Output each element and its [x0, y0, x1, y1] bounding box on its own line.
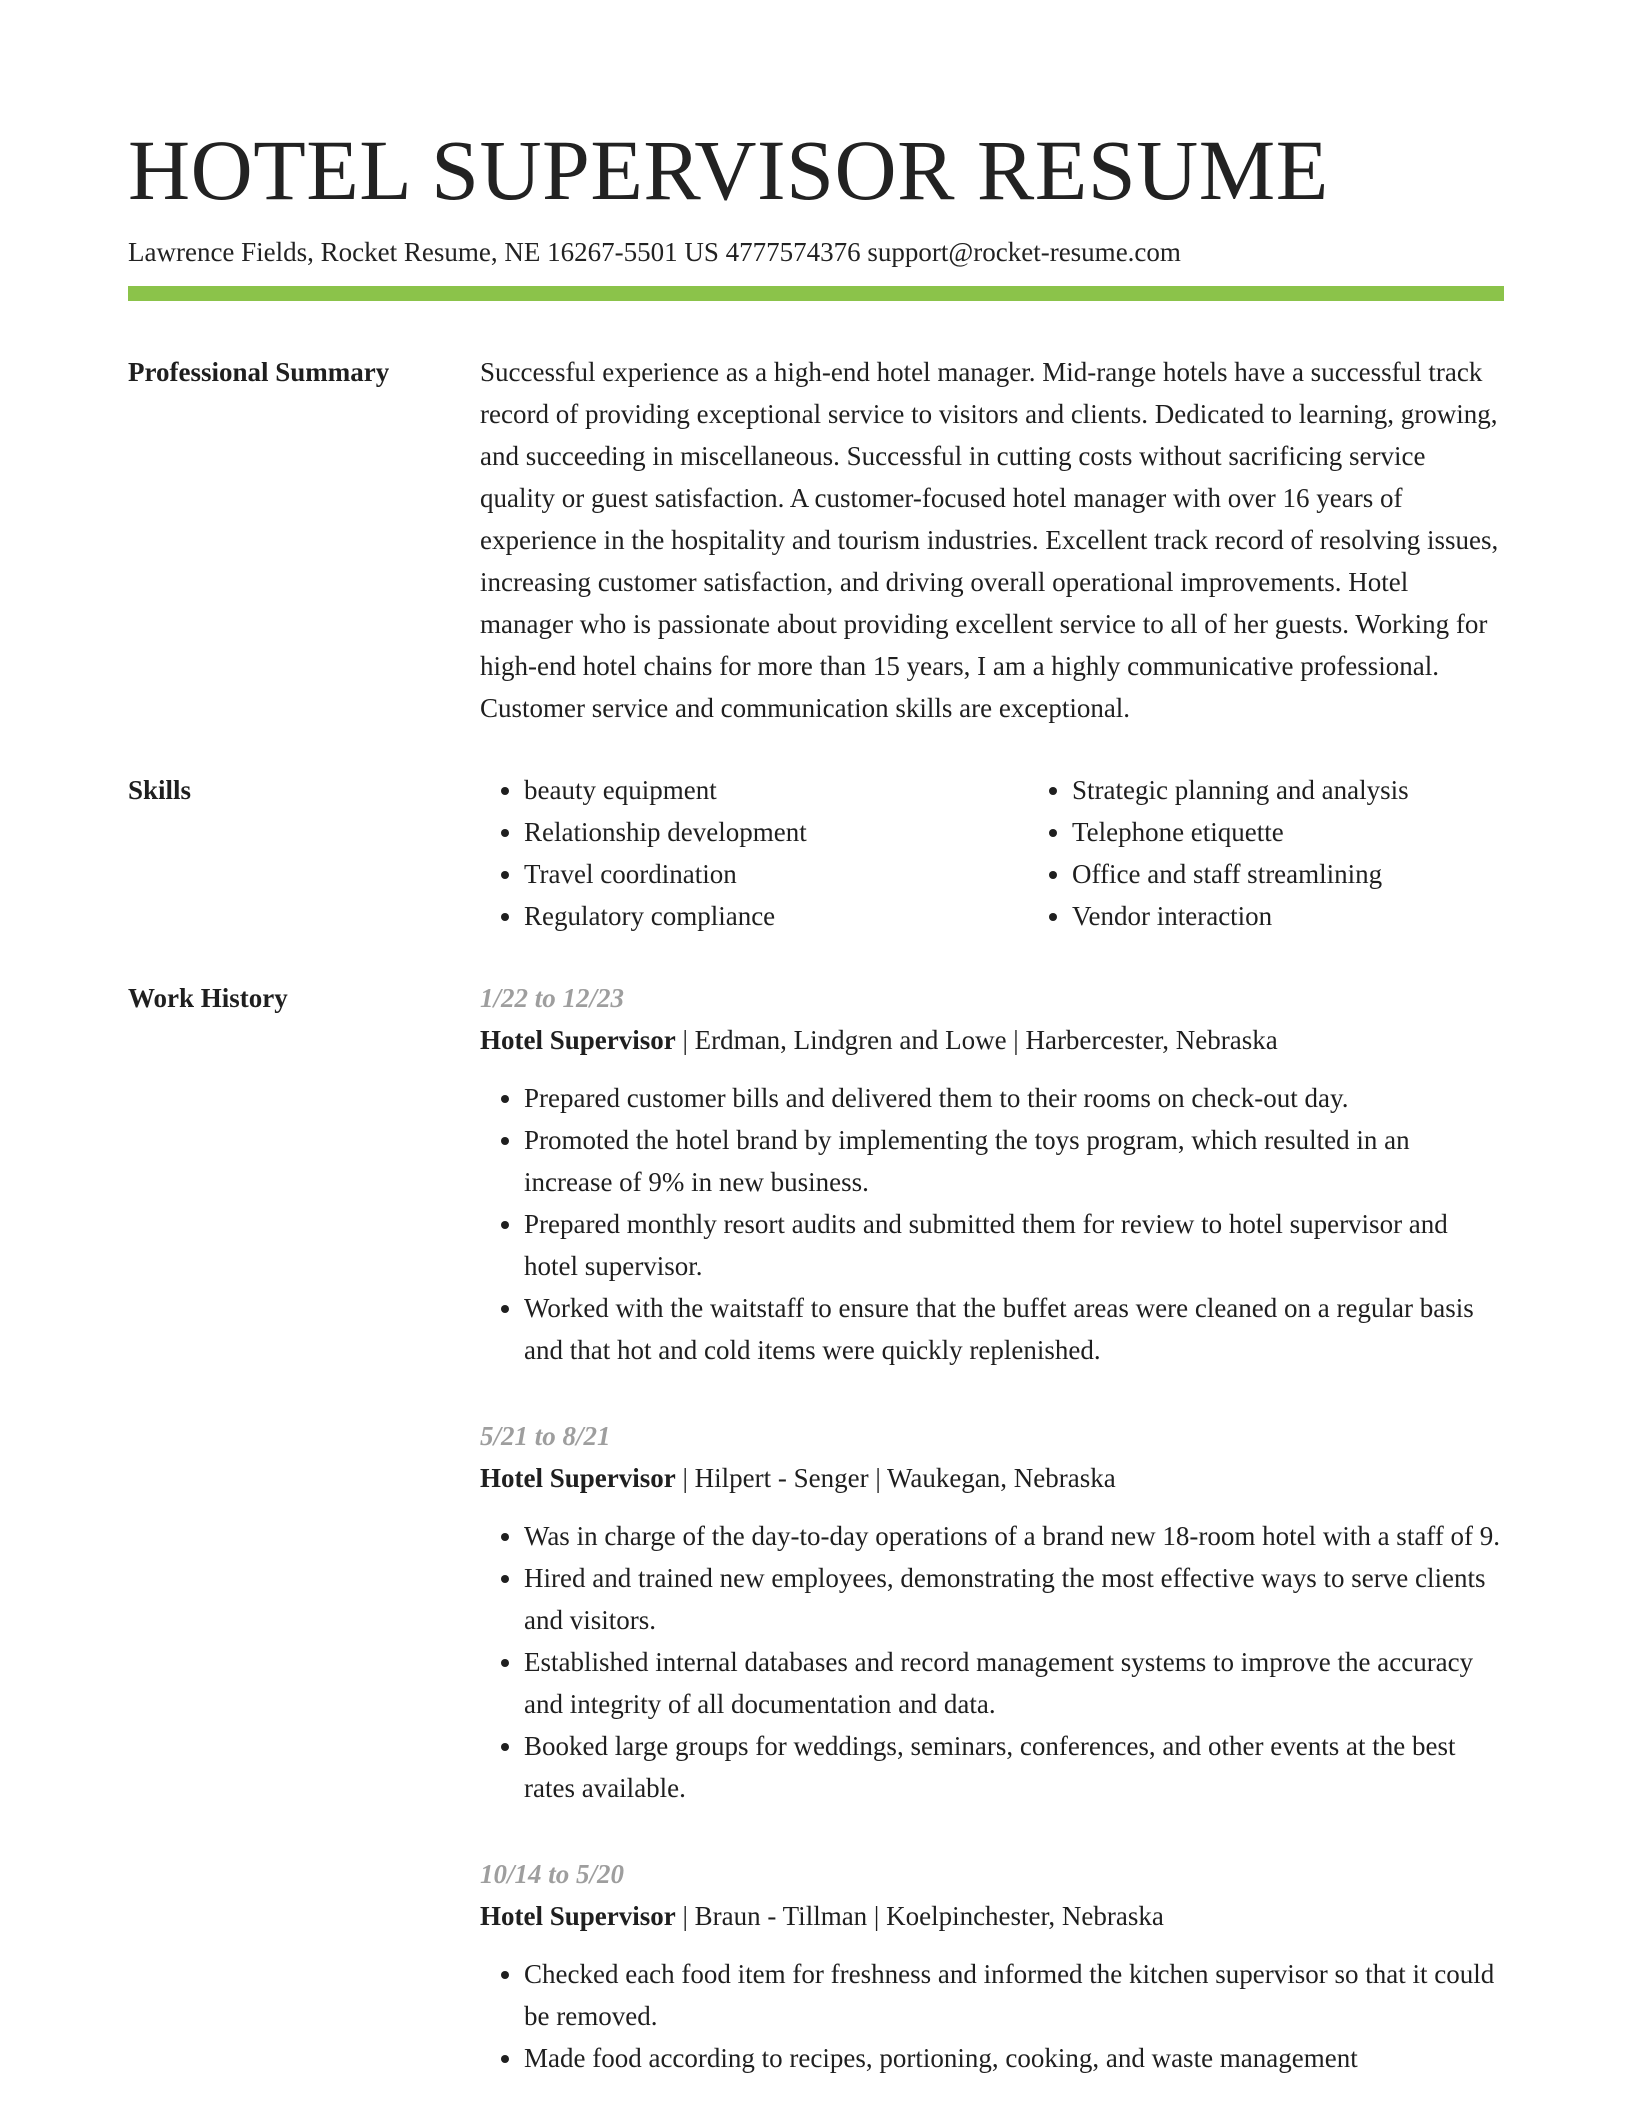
resume-page	[128, 118, 1504, 2079]
section-label-summary: Professional Summary	[128, 357, 390, 387]
job-bullet: • Hired and trained new employees, demonstrating the most effective ways to serve clients and visitors.	[524, 1557, 1504, 1641]
job-title-line	[480, 1895, 1504, 1937]
job-bullet: • Prepared monthly resort audits and submitted them for review to hotel supervisor and hotel supervisor.	[524, 1203, 1504, 1287]
summary-body	[480, 351, 1504, 729]
job-dates: 10/14 to 5/20	[480, 1859, 625, 1889]
skill-item: • Strategic planning and analysis	[1072, 769, 1576, 811]
job-bullet: • Established internal databases and record management systems to improve the accuracy and integrity of all documentation and data.	[524, 1641, 1504, 1725]
skills-grid	[480, 769, 1576, 937]
job-title-line	[480, 1019, 1504, 1061]
resume-title: HOTEL SUPERVISOR RESUME	[128, 122, 1329, 218]
skill-item: • Travel coordination	[524, 853, 1028, 895]
job-entry	[480, 1853, 1504, 2079]
section-label-skills: Skills	[128, 775, 192, 805]
work-history-body	[480, 977, 1504, 2079]
section-label-work-history: Work History	[128, 983, 288, 1013]
job-details: | Hilpert - Senger | Waukegan, Nebraska	[675, 1463, 1116, 1493]
job-bullet: • Checked each food item for freshness and informed the kitchen supervisor so that it could be removed.	[524, 1953, 1504, 2037]
skills-section	[128, 769, 1504, 937]
job-details: | Braun - Tillman | Koelpinchester, Nebraska	[675, 1901, 1164, 1931]
work-history-section	[128, 977, 1504, 2079]
job-bullets	[480, 1077, 1504, 1371]
job-title: Hotel Supervisor	[480, 1025, 676, 1055]
job-bullet: • Prepared customer bills and delivered them to their rooms on check-out day.	[524, 1077, 1504, 1119]
summary-section	[128, 351, 1504, 729]
job-dates: 1/22 to 12/23	[480, 983, 625, 1013]
skill-item: • Office and staff streamlining	[1072, 853, 1576, 895]
job-bullet: • Was in charge of the day-to-day operations of a brand new 18-room hotel with a staff of 9.	[524, 1515, 1504, 1557]
accent-divider	[128, 286, 1504, 301]
skills-column-right	[1028, 769, 1576, 937]
job-bullets	[480, 1953, 1504, 2079]
job-bullet: • Promoted the hotel brand by implementing the toys program, which resulted in an increase of 9% in new business.	[524, 1119, 1504, 1203]
skill-item: • beauty equipment	[524, 769, 1028, 811]
job-bullet: • Worked with the waitstaff to ensure that the buffet areas were cleaned on a regular basis and that hot and cold items were quickly replenished.	[524, 1287, 1504, 1371]
summary-text: Successful experience as a high-end hotel manager. Mid-range hotels have a successful track record of providing exceptional service to visitors and clients. Dedicated to learning, growing, and succeeding in miscellaneous. Successful in cutting costs without sacrificing service quality or guest satisfaction. A customer-focused hotel manager with over 16 years of experience in the hospitality and tourism industries. Excellent track record of resolving issues, increasing customer satisfaction, and driving overall operational improvements. Hotel manager who is passionate about providing excellent service to all of her guests. Working for high-end hotel chains for more than 15 years, I am a highly communicative professional. Customer service and communication skills are exceptional.	[480, 357, 1499, 723]
skill-item: • Vendor interaction	[1072, 895, 1576, 937]
skills-column-left	[480, 769, 1028, 937]
job-details: | Erdman, Lindgren and Lowe | Harbercester, Nebraska	[675, 1025, 1278, 1055]
job-title-line	[480, 1457, 1504, 1499]
job-entry	[480, 1415, 1504, 1809]
job-title: Hotel Supervisor	[480, 1463, 676, 1493]
contact-line: Lawrence Fields, Rocket Resume, NE 16267-5501 US 4777574376 support@rocket-resume.com	[128, 237, 1181, 267]
skill-item: • Telephone etiquette	[1072, 811, 1576, 853]
job-title: Hotel Supervisor	[480, 1901, 676, 1931]
job-dates: 5/21 to 8/21	[480, 1421, 611, 1451]
skill-item: • Regulatory compliance	[524, 895, 1028, 937]
job-bullet: • Booked large groups for weddings, seminars, conferences, and other events at the best rates available.	[524, 1725, 1504, 1809]
skill-item: • Relationship development	[524, 811, 1028, 853]
job-bullets	[480, 1515, 1504, 1809]
job-entry	[480, 977, 1504, 1371]
job-bullet: • Made food according to recipes, portioning, cooking, and waste management	[524, 2037, 1504, 2079]
